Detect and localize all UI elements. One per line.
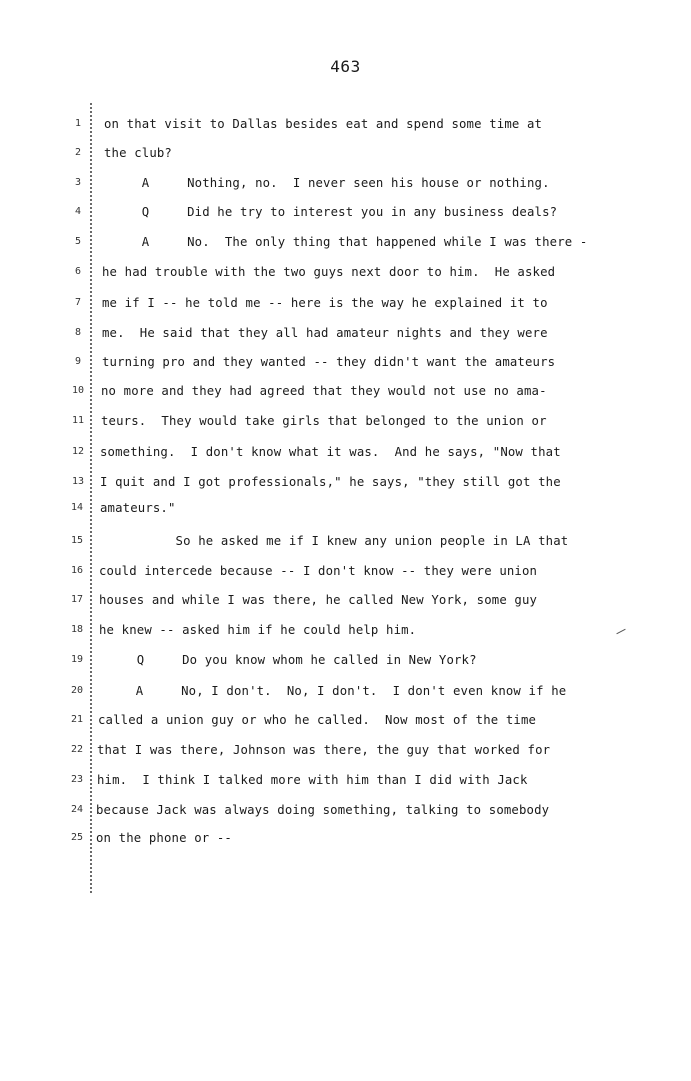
transcript-line: no more and they had agreed that they would not use no ama-	[101, 384, 547, 398]
line-number: 3	[74, 177, 82, 188]
transcript-line: A No, I don't. No, I don't. I don't even know if he	[98, 684, 567, 698]
line-number: 11	[71, 415, 85, 426]
line-number: 2	[74, 147, 82, 158]
transcript-line: he knew -- asked him if he could help him.	[99, 623, 417, 637]
line-number: 13	[71, 476, 85, 487]
line-number: 23	[70, 774, 84, 785]
transcript-line: him. I think I talked more with him than I did with Jack	[97, 773, 528, 787]
line-number: 10	[71, 385, 85, 396]
transcript-line: Q Do you know whom he called in New York?	[99, 653, 477, 667]
line-number: 18	[70, 624, 84, 635]
transcript-line: called a union guy or who he called. Now most of the time	[98, 713, 537, 727]
transcript-line: Q Did he try to interest you in any business deals?	[104, 205, 558, 219]
line-number: 22	[70, 744, 84, 755]
transcript-line: me. He said that they all had amateur nights and they were	[102, 326, 548, 340]
line-number: 14	[70, 502, 84, 513]
transcript-line: teurs. They would take girls that belonged to the union or	[101, 414, 547, 428]
transcript-line: could intercede because -- I don't know -- they were union	[99, 564, 538, 578]
transcript-line: me if I -- he told me -- here is the way he explained it to	[102, 296, 548, 310]
line-number: 19	[70, 654, 84, 665]
line-number: 24	[70, 804, 84, 815]
line-number: 1	[74, 118, 82, 129]
line-number: 15	[70, 535, 84, 546]
line-number: 5	[74, 236, 82, 247]
transcript-line: houses and while I was there, he called New York, some guy	[99, 593, 538, 607]
line-number: 17	[70, 594, 84, 605]
margin-rule	[90, 103, 92, 893]
line-number: 6	[74, 266, 82, 277]
transcript-line: the club?	[104, 146, 172, 160]
transcript-line: on the phone or --	[96, 831, 232, 845]
line-number: 20	[70, 685, 84, 696]
transcript-line: amateurs."	[100, 501, 176, 515]
stray-pen-mark	[616, 629, 625, 635]
transcript-line: turning pro and they wanted -- they didn't want the amateurs	[102, 355, 556, 369]
line-number: 9	[74, 356, 82, 367]
transcript-line: I quit and I got professionals," he says, "they still got the	[100, 475, 561, 489]
transcript-line: A No. The only thing that happened while I was there -	[104, 235, 588, 249]
line-number: 12	[71, 446, 85, 457]
line-number: 4	[74, 206, 82, 217]
line-number: 8	[74, 327, 82, 338]
transcript-line: that I was there, Johnson was there, the guy that worked for	[97, 743, 551, 757]
line-number: 21	[70, 714, 84, 725]
transcript-line: So he asked me if I knew any union people in LA that	[100, 534, 569, 548]
page-number: 463	[330, 57, 361, 76]
transcript-line: he had trouble with the two guys next door to him. He asked	[102, 265, 556, 279]
transcript-line: because Jack was always doing something, talking to somebody	[96, 803, 550, 817]
transcript-line: something. I don't know what it was. And he says, "Now that	[100, 445, 561, 459]
line-number: 16	[70, 565, 84, 576]
line-number: 25	[70, 832, 84, 843]
transcript-line: A Nothing, no. I never seen his house or nothing.	[104, 176, 550, 190]
transcript-line: on that visit to Dallas besides eat and spend some time at	[104, 117, 543, 131]
line-number: 7	[74, 297, 82, 308]
